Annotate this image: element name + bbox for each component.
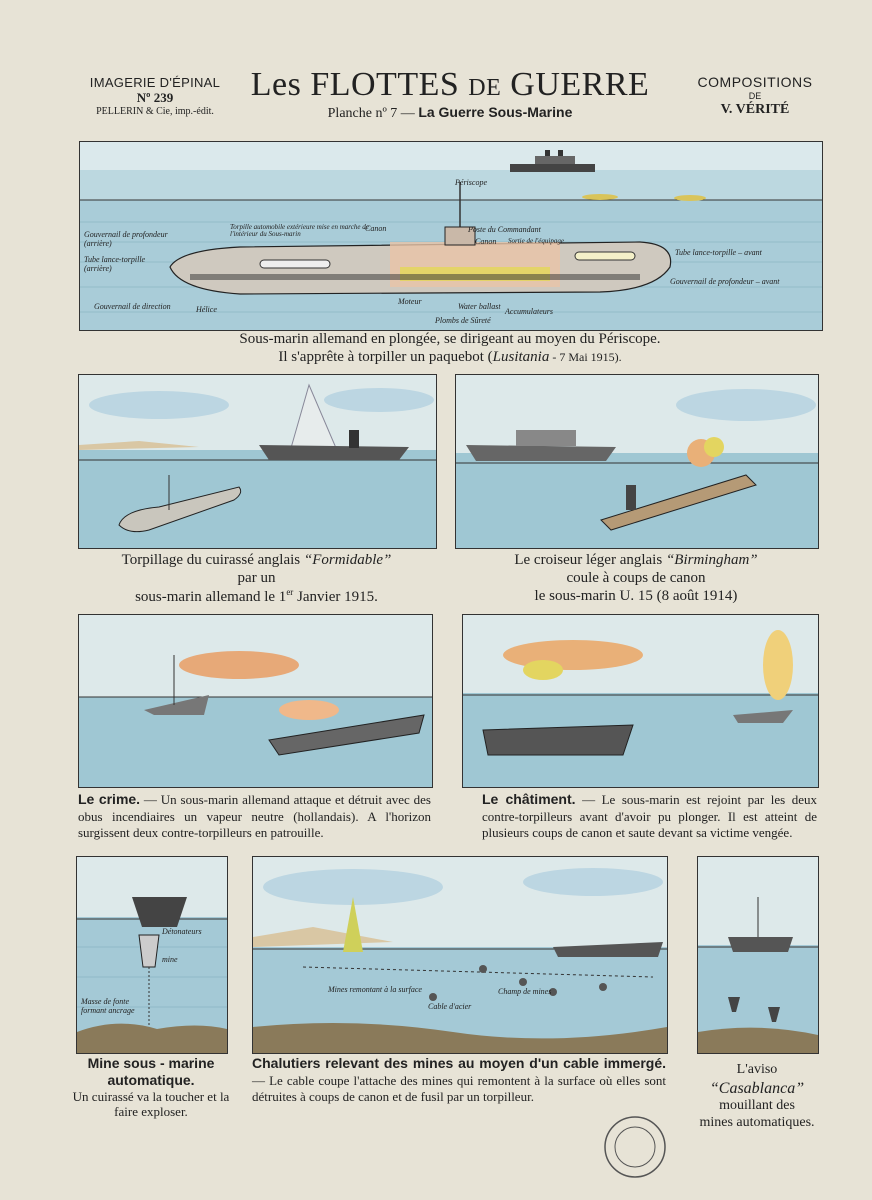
caption-line [78, 551, 435, 569]
label-detonators: Détonateurs [162, 927, 202, 936]
caption-casablanca [690, 1062, 824, 1132]
label-front-torpedo-tube: Tube lance-torpille – avant [675, 248, 762, 257]
caption-text: — Un sous-marin allemand attaque et détruit avec des obus incendiaires un vapeur neutre (hollandais). A l'horizon surgissent deux contre-torpilleurs en patrouille. [78, 792, 431, 840]
caption-line: coule à coups de canon [566, 570, 706, 586]
caption-line: L'aviso [736, 1062, 778, 1077]
birmingham-illustration [455, 374, 819, 549]
caption-line: mines automatiques. [699, 1114, 815, 1130]
caption-title: Chalutiers relevant des mines au moyen d'un cable immergé. [252, 1055, 666, 1071]
publisher-block [70, 76, 240, 117]
label-propeller: Hélice [196, 305, 217, 314]
label-periscope: Périscope [455, 178, 487, 187]
label-rear-torpedo-tube: Tube lance-torpille (arrière) [84, 255, 146, 273]
crime-illustration [78, 614, 433, 788]
author-block [670, 74, 840, 118]
label-gun: Canon [475, 237, 497, 246]
label-steering-rudder: Gouvernail de direction [94, 302, 171, 311]
label-rear-depth-rudder: Gouvernail de profondeur (arrière) [84, 230, 168, 248]
label-front-depth-rudder: Gouvernail de profondeur – avant [670, 277, 780, 286]
caption-text: sous-marin allemand le 1 [135, 589, 287, 605]
caption-minesweeping [252, 1055, 666, 1105]
caption-line [79, 348, 821, 366]
label-cable: Cable d'acier [428, 1002, 472, 1011]
print-number: Nº 239 [136, 89, 174, 105]
de-label: DE [748, 90, 762, 101]
author-name: V. VÉRITÉ [720, 101, 790, 117]
plate-subtitle [230, 104, 670, 122]
caption-text: Le croiseur léger anglais [514, 552, 666, 568]
page-title [230, 68, 670, 102]
label-minefield: Champ de mines [498, 987, 552, 996]
publisher-name: IMAGERIE D'ÉPINAL [89, 75, 221, 90]
label-water-ballast: Water ballast [458, 302, 501, 311]
label-motor: Moteur [398, 297, 422, 306]
caption-text: Torpillage du cuirassé anglais [121, 552, 304, 568]
title-guerre: GUERRE [510, 66, 650, 103]
caption-submarine [79, 330, 821, 366]
formidable-torpedo-illustration [78, 374, 437, 549]
caption-text: Il s'apprête à torpiller un paquebot ( [278, 349, 493, 365]
caption-text: — Le cable coupe l'attache des mines qui remontent à la surface où elles sont détruites à coups de canon et de fusil par un torpilleur. [252, 1072, 666, 1104]
caption-title: Le châtiment. [482, 791, 576, 807]
plate-subject: La Guerre Sous-Marine [418, 104, 573, 120]
title-flottes: FLOTTES [310, 66, 460, 103]
ship-name: Lusitania [492, 349, 550, 365]
caption-text: Janvier 1915. [293, 589, 378, 605]
caption-birmingham [455, 551, 817, 605]
casablanca-illustration [697, 856, 819, 1054]
caption-text: Un cuirassé va la toucher et la faire exploser. [72, 1088, 230, 1120]
label-safety-weights: Plombs de Sûreté [435, 316, 491, 325]
label-anchor-mass: Masse de fonte formant ancrage [81, 997, 135, 1015]
caption-line: Sous-marin allemand en plongée, se dirigeant au moyen du Périscope. [239, 331, 661, 347]
compositions-label: COMPOSITIONS [697, 74, 813, 90]
caption-sup: er [286, 587, 294, 597]
publisher-editor: PELLERIN & Cie, imp.-édit. [96, 105, 214, 117]
caption-crime [78, 791, 431, 841]
caption-mine [66, 1055, 236, 1120]
ship-name: “Formidable” [303, 552, 392, 568]
caption-line: mouillant des [719, 1097, 795, 1113]
submarine-cutaway-illustration [79, 141, 823, 331]
label-mine: mine [162, 955, 178, 964]
minesweeping-illustration [252, 856, 668, 1054]
label-gun-rear: Canon [365, 224, 387, 233]
caption-punishment [482, 791, 817, 841]
label-mines-rising: Mines remontant à la surface [328, 985, 422, 994]
caption-text: - 7 Mai 1915). [549, 350, 622, 364]
ship-name: “Casablanca” [709, 1079, 805, 1097]
caption-line [455, 551, 817, 569]
ship-name: “Birmingham” [665, 552, 758, 568]
caption-title: Mine sous - marine automatique. [87, 1055, 215, 1088]
caption-line [78, 587, 435, 606]
label-commander-post: Poste du Commandant [468, 225, 541, 234]
label-crew-exit: Sortie de l'équipage [508, 237, 564, 245]
caption-formidable [78, 551, 435, 606]
caption-text: — Le sous-marin est rejoint par les deux contre-torpilleurs avant d'avoir pu plonger. Il est atteint de plusieurs coups de canon et saute devant sa victime vengée. [482, 792, 817, 840]
label-accumulators: Accumulateurs [505, 307, 553, 316]
label-external-torpedo: Torpille automobile extérieure mise en marche de l'intérieur du Sous-marin [230, 223, 369, 238]
title-de: DE [468, 75, 502, 101]
caption-line: le sous-marin U. 15 (8 août 1914) [534, 588, 738, 604]
title-les: Les [250, 66, 302, 103]
punishment-illustration [462, 614, 819, 788]
plate-number: Planche nº 7 — [327, 106, 415, 121]
mine-illustration [76, 856, 228, 1054]
caption-line: par un [237, 570, 276, 586]
library-stamp [600, 1112, 670, 1182]
caption-title: Le crime. [78, 791, 141, 807]
